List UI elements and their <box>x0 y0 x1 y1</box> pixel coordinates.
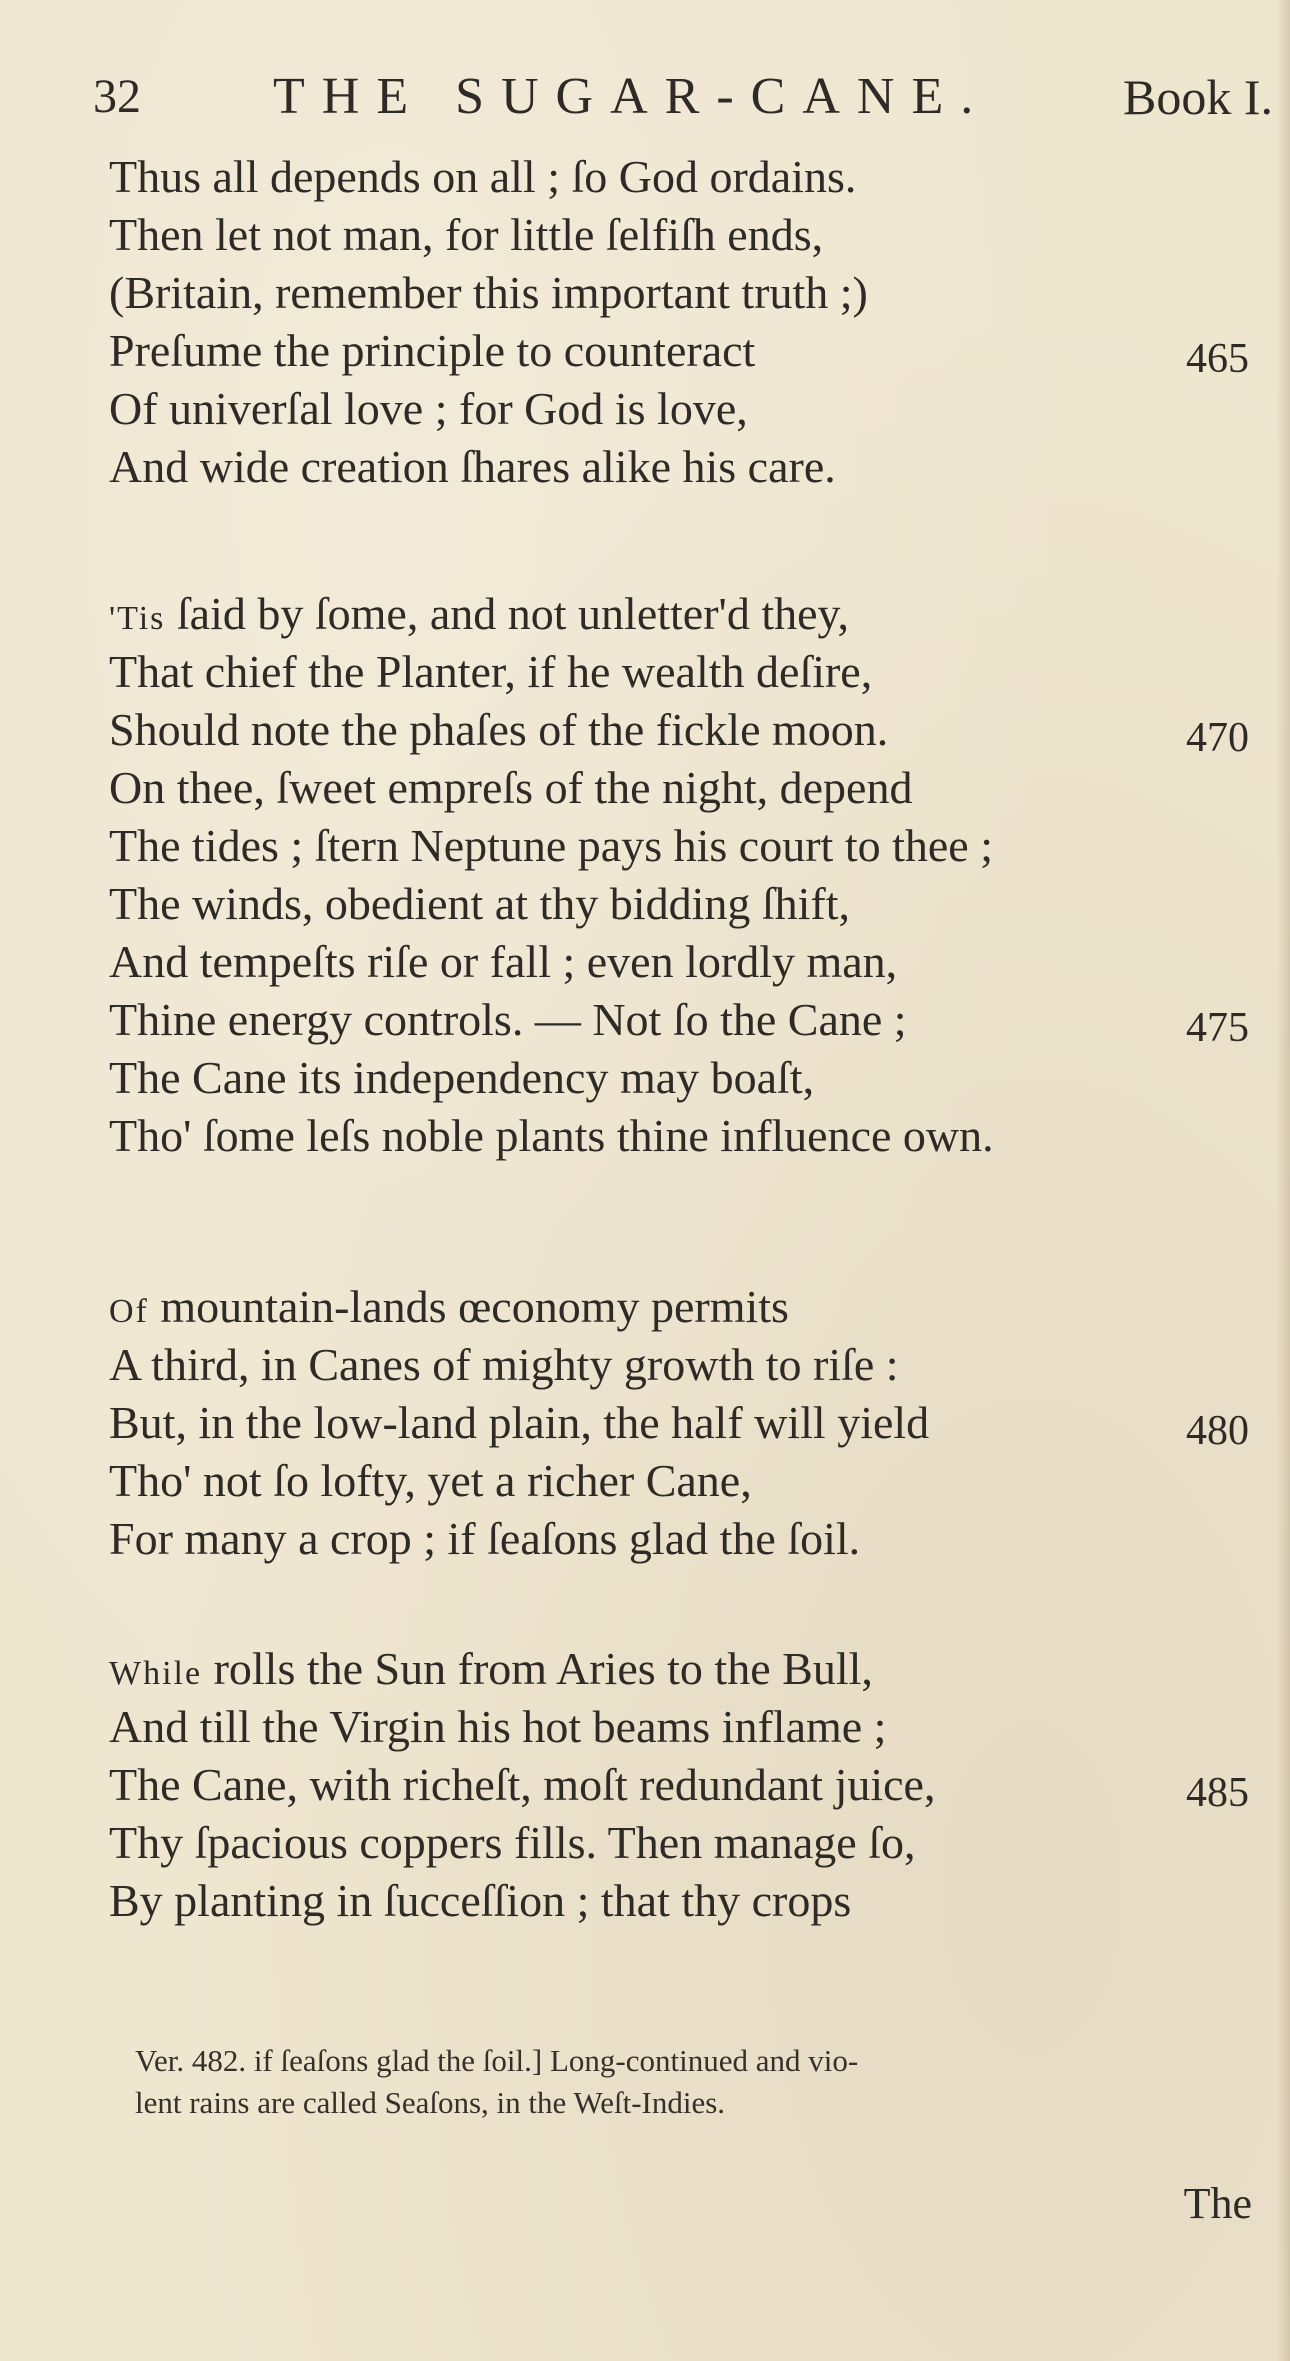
page-edge-shadow <box>1276 0 1290 2361</box>
running-title: THE SUGAR-CANE. <box>273 68 991 125</box>
line-number: 470 <box>1186 715 1249 761</box>
footnote-line-1: Ver. 482. if ſeaſons glad the ſoil.] Long-continued and vio- <box>135 2043 859 2078</box>
poem-line <box>109 991 1249 1049</box>
line-text: The tides ; ſtern Neptune pays his court to thee ; <box>109 820 993 871</box>
stanza-4 <box>109 1640 1249 1930</box>
poem-line <box>109 643 1249 701</box>
poem-line <box>109 322 1249 380</box>
line-text: A third, in Canes of mighty growth to riſe : <box>109 1339 899 1390</box>
line-text: And till the Virgin his hot beams inflame ; <box>109 1701 887 1752</box>
line-number: 485 <box>1186 1770 1249 1816</box>
poem-line <box>109 1107 1249 1165</box>
poem-line <box>109 1452 1249 1510</box>
line-text: On thee, ſweet empreſs of the night, depend <box>109 762 913 813</box>
line-remainder: rolls the Sun from Aries to the Bull, <box>202 1643 873 1694</box>
poem-line <box>109 817 1249 875</box>
line-number: 475 <box>1186 1005 1249 1051</box>
line-text: Should note the phaſes of the fickle moon. <box>109 704 889 755</box>
line-text: Thine energy controls. — Not ſo the Cane ; <box>109 994 907 1045</box>
stanza-2 <box>109 585 1249 1165</box>
line-text: But, in the low-land plain, the half will yield <box>109 1397 930 1448</box>
line-text: Tho' not ſo lofty, yet a richer Cane, <box>109 1455 752 1506</box>
poem-line <box>109 1278 1249 1336</box>
poem-line <box>109 438 1249 496</box>
poem-line <box>109 380 1249 438</box>
poem-line <box>109 1698 1249 1756</box>
poem-line <box>109 701 1249 759</box>
page-number: 32 <box>93 70 141 123</box>
poem-line <box>109 1394 1249 1452</box>
line-text: And wide creation ſhares alike his care. <box>109 441 836 492</box>
poem-line <box>109 1814 1249 1872</box>
line-text <box>109 1640 873 1703</box>
footnote-line-2: lent rains are called Seaſons, in the Weſt-Indies. <box>135 2085 726 2120</box>
small-caps-lead: While <box>109 1655 203 1692</box>
poem-line <box>109 759 1249 817</box>
poem-line <box>109 264 1249 322</box>
small-caps-lead: 'Tis <box>109 600 166 637</box>
stanza-1 <box>109 148 1249 496</box>
poem-line <box>109 1336 1249 1394</box>
line-text: (Britain, remember this important truth ;) <box>109 267 868 318</box>
line-text: And tempeſts riſe or fall ; even lordly man, <box>109 936 898 987</box>
line-text: Preſume the principle to counteract <box>109 325 756 376</box>
line-number: 465 <box>1186 336 1249 382</box>
line-text: Then let not man, for little ſelfiſh ends, <box>109 209 824 260</box>
line-text: The Cane its independency may boaſt, <box>109 1052 815 1103</box>
line-text: Thus all depends on all ; ſo God ordains. <box>109 151 857 202</box>
line-text: That chief the Planter, if he wealth deſire, <box>109 646 873 697</box>
book-label: Book I. <box>1123 69 1273 125</box>
line-text: Thy ſpacious coppers fills. Then manage ſo, <box>109 1817 916 1868</box>
line-text: The Cane, with richeſt, moſt redundant juice, <box>109 1759 936 1810</box>
line-text: Of univerſal love ; for God is love, <box>109 383 748 434</box>
line-text: For many a crop ; if ſeaſons glad the ſoil. <box>109 1513 861 1564</box>
line-text: The winds, obedient at thy bidding ſhift, <box>109 878 851 929</box>
line-text: Tho' ſome leſs noble plants thine influence own. <box>109 1110 994 1161</box>
poem-line <box>109 148 1249 206</box>
stanza-3 <box>109 1278 1249 1568</box>
poem-line <box>109 933 1249 991</box>
line-remainder: ſaid by ſome, and not unletter'd they, <box>165 588 850 639</box>
line-number: 480 <box>1186 1408 1249 1454</box>
small-caps-lead: Of <box>109 1293 149 1330</box>
poem-line <box>109 1640 1249 1698</box>
poem-line <box>109 1872 1249 1930</box>
poem-line <box>109 206 1249 264</box>
footnote <box>135 2040 1245 2124</box>
poem-line <box>109 1510 1249 1568</box>
line-text <box>109 1278 789 1341</box>
line-text <box>109 585 849 648</box>
poem-line <box>109 585 1249 643</box>
line-remainder: mountain-lands œconomy permits <box>148 1281 789 1332</box>
poem-line <box>109 1049 1249 1107</box>
poem-line <box>109 875 1249 933</box>
poem-line <box>109 1756 1249 1814</box>
running-header <box>93 62 1273 132</box>
catchword: The <box>1183 2179 1252 2228</box>
line-text: By planting in ſucceſſion ; that thy crops <box>109 1875 852 1926</box>
